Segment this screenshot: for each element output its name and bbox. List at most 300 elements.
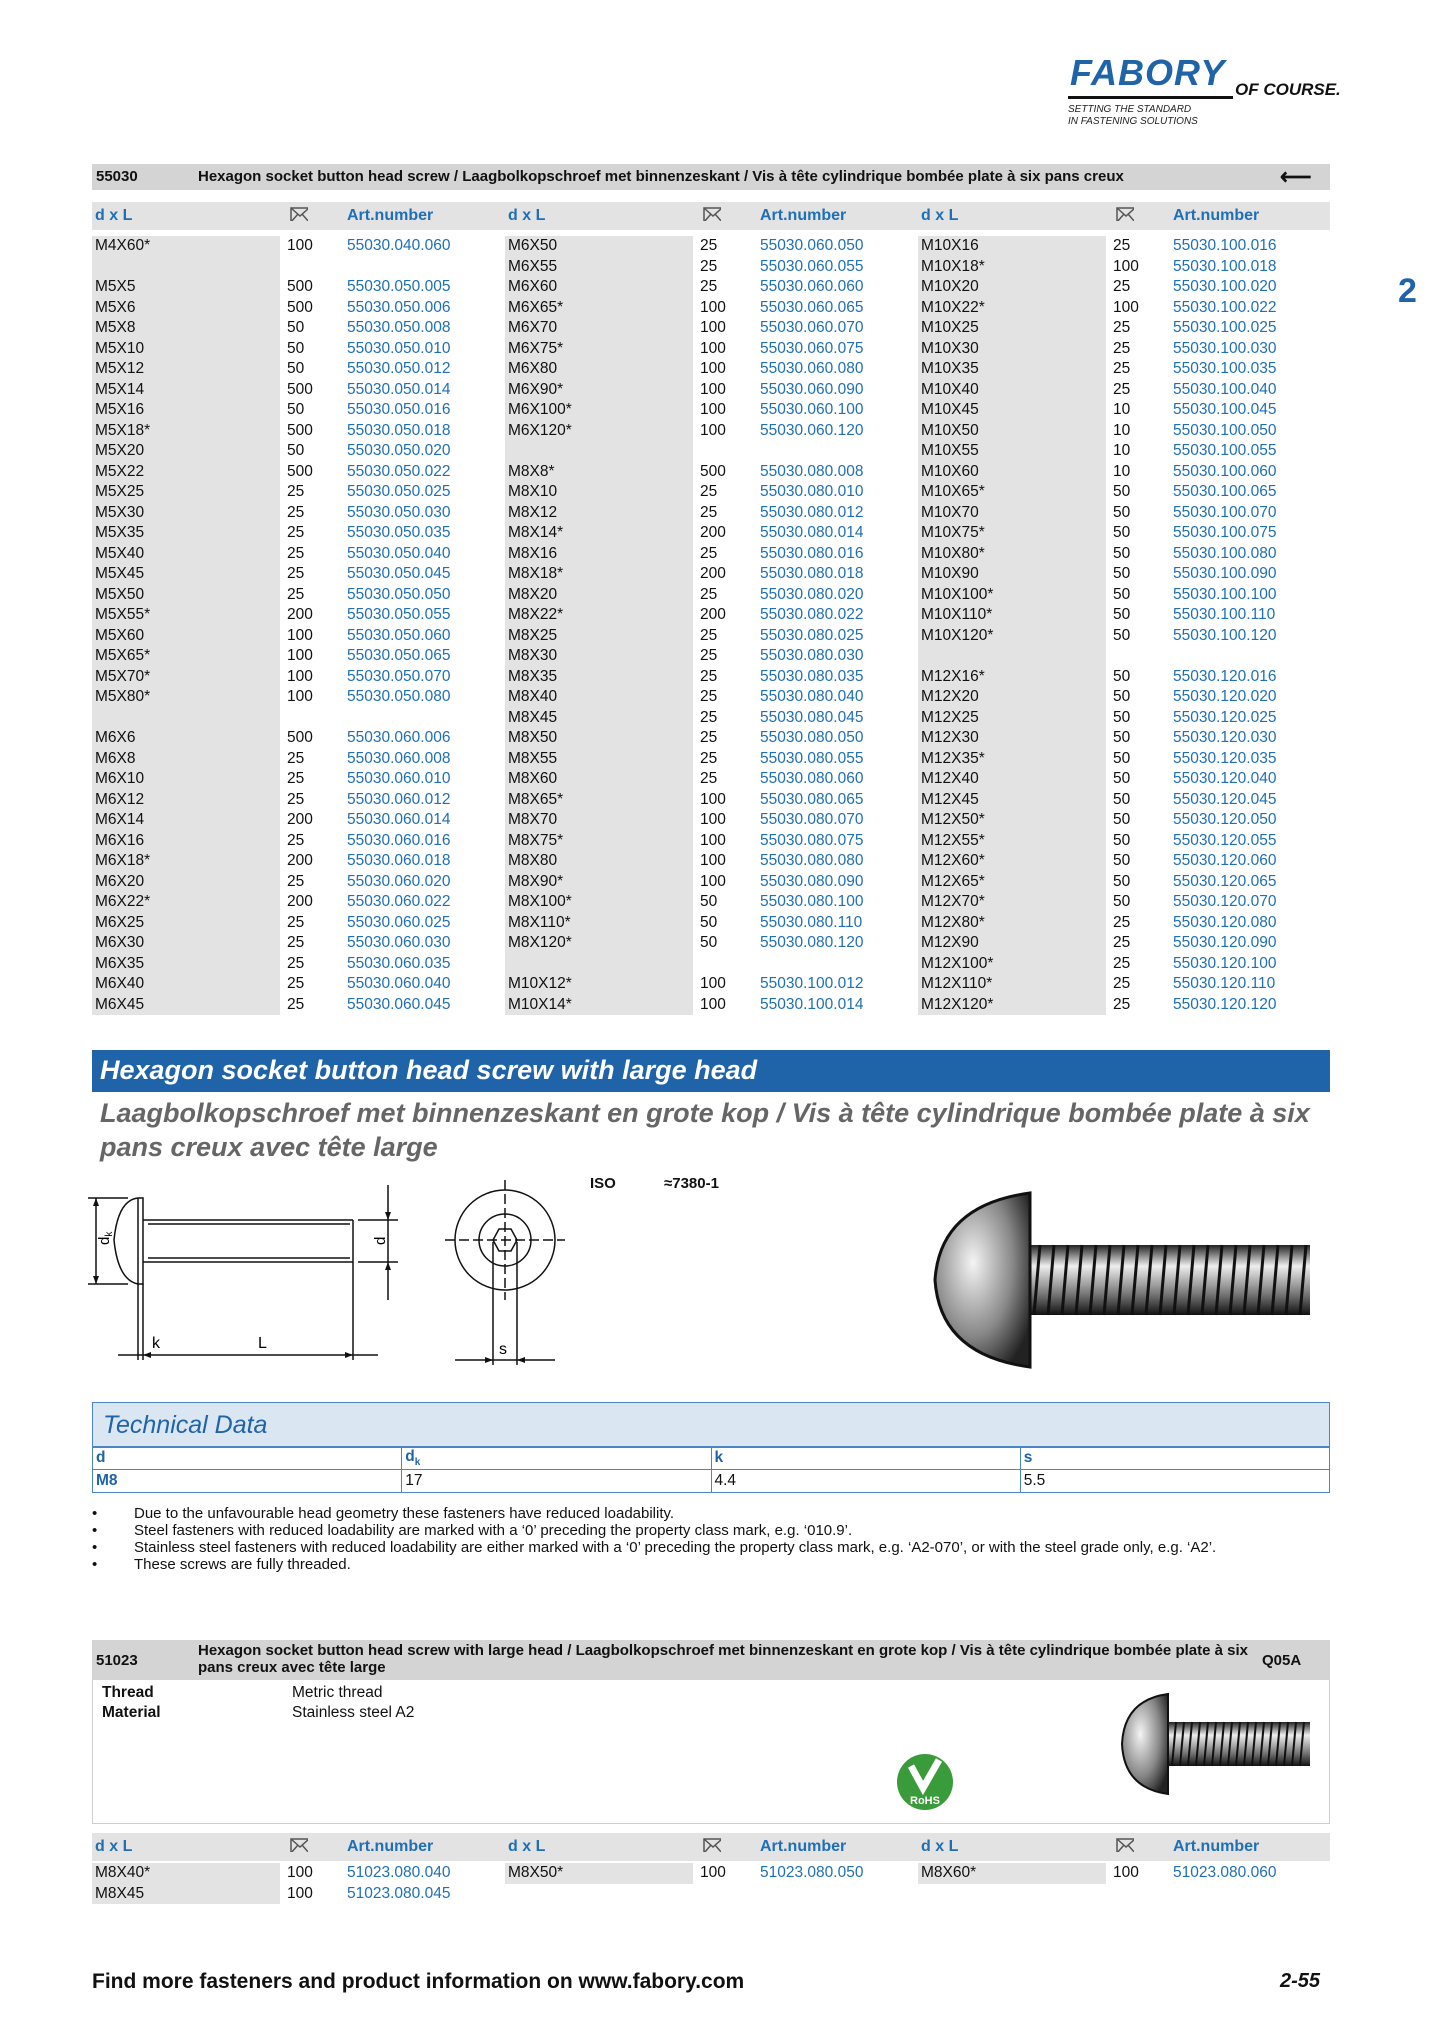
table-row <box>92 257 502 278</box>
table-row <box>92 523 502 544</box>
table-row <box>92 236 502 257</box>
size-cell: M6X50 <box>505 236 693 257</box>
quantity-cell: 500 <box>287 462 313 480</box>
table-row <box>505 462 915 483</box>
article-number-link[interactable]: 55030.080.014 <box>760 524 864 541</box>
table-row <box>92 1863 502 1884</box>
quantity-cell: 25 <box>700 667 718 685</box>
attr-key-thread: Thread <box>102 1684 154 1701</box>
quantity-cell: 25 <box>287 975 305 992</box>
header-art-number: Art.number <box>1173 207 1260 224</box>
article-number-link[interactable]: 55030.080.060 <box>760 770 864 787</box>
technical-data-title <box>92 1402 1330 1448</box>
size-cell: M12X100* <box>918 954 1106 975</box>
article-number-link[interactable]: 55030.050.016 <box>347 401 451 418</box>
size-cell: M8X40 <box>505 687 693 708</box>
article-number-link[interactable]: 55030.100.045 <box>1173 401 1277 418</box>
table-row <box>92 974 502 995</box>
article-number-link[interactable]: 55030.060.008 <box>347 749 451 767</box>
article-number-link[interactable]: 55030.120.080 <box>1173 913 1277 931</box>
table-row <box>92 298 502 319</box>
quantity-cell: 100 <box>700 380 726 398</box>
package-quantity-icon <box>290 1838 308 1852</box>
quantity-cell: 25 <box>700 749 718 767</box>
article-number-link[interactable]: 55030.120.100 <box>1173 954 1277 972</box>
article-number-link[interactable]: 55030.080.100 <box>760 893 864 910</box>
article-number-link[interactable]: 55030.050.070 <box>347 667 451 685</box>
table-row <box>505 831 915 852</box>
size-cell: M6X120* <box>505 421 693 442</box>
article-number-link[interactable]: 55030.080.010 <box>760 483 864 500</box>
value-dk: 17 <box>402 1470 711 1493</box>
article-number-link[interactable]: 55030.050.055 <box>347 606 451 623</box>
attr-key-material: Material <box>102 1704 161 1721</box>
article-number-link[interactable]: 55030.120.040 <box>1173 770 1277 787</box>
article-number-link[interactable]: 55030.100.035 <box>1173 360 1277 377</box>
size-cell: M6X60 <box>505 277 693 298</box>
quantity-cell: 100 <box>700 995 726 1013</box>
table-row <box>505 441 915 462</box>
article-number-link[interactable]: 55030.100.055 <box>1173 442 1277 459</box>
article-number-link[interactable]: 55030.050.005 <box>347 278 451 295</box>
article-number-link[interactable]: 55030.060.100 <box>760 401 864 418</box>
article-number-link[interactable]: 55030.120.030 <box>1173 729 1277 746</box>
quantity-cell: 50 <box>1113 708 1131 726</box>
article-number-link[interactable]: 55030.060.014 <box>347 811 451 828</box>
size-cell: M12X45 <box>918 790 1106 811</box>
table-row <box>505 400 915 421</box>
size-cell: M10X120* <box>918 626 1106 647</box>
article-number-link[interactable]: 55030.120.070 <box>1173 893 1277 910</box>
article-number-link[interactable]: 55030.120.016 <box>1173 667 1277 685</box>
article-number-link[interactable]: 55030.050.010 <box>347 339 451 357</box>
quantity-cell: 50 <box>1113 667 1131 685</box>
article-number-link[interactable]: 55030.060.010 <box>347 770 451 787</box>
quantity-cell: 25 <box>1113 278 1131 295</box>
article-number-link[interactable]: 55030.100.030 <box>1173 339 1277 357</box>
size-cell: M12X55* <box>918 831 1106 852</box>
article-number-link[interactable]: 55030.120.110 <box>1173 975 1276 992</box>
table-row <box>92 277 502 298</box>
technical-data-heading: Technical Data <box>103 1411 268 1439</box>
article-number-link[interactable]: 55030.060.018 <box>347 852 451 869</box>
table-row <box>505 318 915 339</box>
article-number-link[interactable]: 55030.060.070 <box>760 319 864 336</box>
size-cell: M10X100* <box>918 585 1106 606</box>
table-row <box>505 728 915 749</box>
size-cell: M8X45 <box>505 708 693 729</box>
table-row <box>92 933 502 954</box>
article-number-link[interactable]: 55030.120.065 <box>1173 872 1277 890</box>
table-row <box>918 318 1328 339</box>
article-number-link[interactable]: 55030.050.006 <box>347 298 451 316</box>
article-number-link[interactable]: 55030.100.022 <box>1173 298 1277 316</box>
quantity-cell: 25 <box>287 872 305 890</box>
table-row <box>918 995 1328 1016</box>
table-row <box>505 790 915 811</box>
quantity-cell: 25 <box>1113 339 1131 357</box>
article-number-link[interactable]: 55030.050.050 <box>347 585 451 603</box>
size-cell: M5X60 <box>92 626 280 647</box>
article-number-link[interactable]: 55030.080.090 <box>760 872 864 890</box>
section-header-51023 <box>92 1640 1330 1680</box>
article-number-link[interactable]: 55030.050.030 <box>347 503 451 521</box>
article-number-link[interactable]: 55030.060.060 <box>760 278 864 295</box>
quantity-cell: 25 <box>700 503 718 521</box>
iso-value: ≈7380-1 <box>664 1175 719 1192</box>
article-number-link[interactable]: 55030.080.018 <box>760 565 864 582</box>
article-number-link[interactable]: 55030.100.060 <box>1173 462 1277 480</box>
size-cell: M10X25 <box>918 318 1106 339</box>
article-number-link[interactable]: 55030.120.035 <box>1173 749 1277 767</box>
header-art-number: Art.number <box>347 1838 434 1855</box>
size-cell: M5X25 <box>92 482 280 503</box>
quantity-cell: 25 <box>700 544 718 562</box>
article-number-link[interactable]: 55030.080.020 <box>760 585 864 603</box>
article-number-link[interactable]: 55030.080.045 <box>760 708 864 726</box>
table-row <box>918 790 1328 811</box>
table-row <box>92 380 502 401</box>
article-number-link[interactable]: 55030.100.012 <box>760 975 864 992</box>
table-row <box>918 257 1328 278</box>
header-s: s <box>1020 1447 1329 1470</box>
back-arrow-icon[interactable]: ⟵ <box>1280 164 1312 189</box>
size-cell: M5X16 <box>92 400 280 421</box>
quantity-cell: 100 <box>700 421 726 439</box>
quantity-cell: 50 <box>1113 626 1131 644</box>
size-cell: M10X40 <box>918 380 1106 401</box>
article-number-link[interactable]: 55030.080.025 <box>760 626 864 644</box>
table-row <box>92 339 502 360</box>
quantity-cell: 200 <box>287 811 313 828</box>
article-number-link[interactable]: 55030.050.080 <box>347 688 451 705</box>
size-cell: M8X8* <box>505 462 693 483</box>
quantity-cell: 25 <box>287 995 305 1013</box>
article-number-link[interactable]: 55030.080.030 <box>760 647 864 664</box>
article-number-link[interactable]: 55030.080.008 <box>760 462 864 480</box>
quantity-cell: 25 <box>700 770 718 787</box>
size-cell: M10X110* <box>918 605 1106 626</box>
size-cell: M10X50 <box>918 421 1106 442</box>
quantity-cell: 50 <box>1113 770 1131 787</box>
size-cell: M12X110* <box>918 974 1106 995</box>
article-number-link[interactable]: 55030.080.075 <box>760 831 864 849</box>
article-number-link[interactable]: 55030.060.075 <box>760 339 864 357</box>
article-number-link[interactable]: 55030.080.065 <box>760 790 864 808</box>
quantity-cell: 100 <box>700 811 726 828</box>
size-cell: M8X50 <box>505 728 693 749</box>
quantity-cell: 100 <box>700 831 726 849</box>
table-row <box>505 1863 915 1884</box>
quantity-cell: 100 <box>287 237 313 254</box>
size-cell: M5X6 <box>92 298 280 319</box>
article-number-link[interactable]: 55030.120.060 <box>1173 852 1277 869</box>
table-row <box>92 995 502 1016</box>
table-row <box>918 933 1328 954</box>
table-row <box>505 359 915 380</box>
article-number-link[interactable]: 55030.120.120 <box>1173 995 1277 1013</box>
size-cell: M10X60 <box>918 462 1106 483</box>
size-cell: M12X20 <box>918 687 1106 708</box>
quantity-cell: 25 <box>287 503 305 521</box>
table-row <box>505 667 915 688</box>
quantity-cell: 500 <box>700 462 726 480</box>
quantity-cell: 50 <box>1113 831 1131 849</box>
article-number-link[interactable]: 55030.080.080 <box>760 852 864 869</box>
article-code: 55030 <box>96 168 138 185</box>
size-cell: M6X6 <box>92 728 280 749</box>
size-cell: M10X65* <box>918 482 1106 503</box>
article-number-link[interactable]: 55030.080.070 <box>760 811 864 828</box>
quantity-cell: 100 <box>1113 1864 1139 1881</box>
article-number-link[interactable]: 55030.060.120 <box>760 421 864 439</box>
article-number-link[interactable]: 55030.060.030 <box>347 934 451 951</box>
article-number-link[interactable]: 51023.080.045 <box>347 1884 451 1902</box>
article-number-link[interactable]: 55030.120.025 <box>1173 708 1277 726</box>
footer-text: Find more fasteners and product information on www.fabory.com <box>92 1970 745 1993</box>
article-number-link[interactable]: 55030.120.050 <box>1173 811 1277 828</box>
table-row <box>92 749 502 770</box>
attr-value-thread: Metric thread <box>292 1684 383 1701</box>
size-cell: M8X30 <box>505 646 693 667</box>
article-number-link[interactable]: 55030.120.020 <box>1173 688 1277 705</box>
article-number-link[interactable]: 55030.100.050 <box>1173 421 1277 439</box>
header-k: k <box>711 1447 1020 1470</box>
quantity-cell: 50 <box>287 360 305 377</box>
article-number-link[interactable]: 55030.080.012 <box>760 503 864 521</box>
article-number-link[interactable]: 55030.100.100 <box>1173 585 1277 603</box>
article-number-link[interactable]: 55030.050.025 <box>347 483 451 500</box>
quantity-cell: 200 <box>287 606 313 623</box>
article-number-link[interactable]: 55030.060.045 <box>347 995 451 1013</box>
quantity-cell: 50 <box>1113 565 1131 582</box>
tagline-line-1: SETTING THE STANDARD <box>1068 104 1192 115</box>
table-row <box>92 810 502 831</box>
s-label: s <box>499 1341 507 1358</box>
size-cell: M8X16 <box>505 544 693 565</box>
article-number-link[interactable]: 55030.050.035 <box>347 524 451 541</box>
size-cell: M8X22* <box>505 605 693 626</box>
quantity-cell: 50 <box>287 339 305 357</box>
article-number-link[interactable]: 51023.080.050 <box>760 1864 864 1881</box>
table-row <box>92 708 502 729</box>
size-cell: M8X55 <box>505 749 693 770</box>
quantity-cell: 25 <box>700 257 718 275</box>
article-number-link[interactable]: 55030.040.060 <box>347 237 451 254</box>
package-quantity-icon <box>1116 207 1134 221</box>
article-number-link[interactable]: 55030.060.035 <box>347 954 451 972</box>
article-number-link[interactable]: 55030.100.018 <box>1173 257 1277 275</box>
size-cell: M10X90 <box>918 564 1106 585</box>
size-cell: M6X14 <box>92 810 280 831</box>
size-cell: M6X16 <box>92 831 280 852</box>
article-number-link[interactable]: 55030.080.110 <box>760 913 863 931</box>
size-cell: M10X30 <box>918 339 1106 360</box>
product-subtitle: Laagbolkopschroef met binnenzeskant en grote kop / Vis à tête cylindrique bombée plate à six pans creux avec tête large <box>100 1098 1310 1162</box>
quantity-cell: 10 <box>1113 462 1131 480</box>
article-number-link[interactable]: 55030.060.025 <box>347 913 451 931</box>
size-cell: M6X35 <box>92 954 280 975</box>
article-number-link[interactable]: 55030.080.035 <box>760 667 864 685</box>
package-quantity-icon <box>703 1838 721 1852</box>
article-number-link[interactable]: 55030.050.040 <box>347 544 451 562</box>
quality-code: Q05A <box>1262 1652 1302 1669</box>
table-row <box>505 913 915 934</box>
article-number-link[interactable]: 55030.050.008 <box>347 319 451 336</box>
table-row <box>92 769 502 790</box>
table-row <box>918 503 1328 524</box>
quantity-cell: 100 <box>700 401 726 418</box>
article-number-link[interactable]: 55030.050.020 <box>347 442 451 459</box>
table-row <box>918 380 1328 401</box>
table-row <box>505 421 915 442</box>
quantity-cell: 100 <box>700 298 726 316</box>
article-number-link[interactable]: 55030.080.016 <box>760 544 864 562</box>
size-cell: M8X18* <box>505 564 693 585</box>
size-cell: M6X30 <box>92 933 280 954</box>
table-row <box>918 913 1328 934</box>
table-row <box>505 503 915 524</box>
article-number-link[interactable]: 55030.120.090 <box>1173 934 1277 951</box>
article-number-link[interactable]: 55030.060.050 <box>760 237 864 254</box>
table-row <box>505 872 915 893</box>
article-number-link[interactable]: 55030.080.055 <box>760 749 864 767</box>
quantity-cell: 100 <box>287 688 313 705</box>
article-number-link[interactable]: 55030.060.020 <box>347 872 451 890</box>
size-cell: M10X45 <box>918 400 1106 421</box>
size-cell: M8X10 <box>505 482 693 503</box>
article-number-link[interactable]: 55030.060.065 <box>760 298 864 316</box>
article-number-link[interactable]: 55030.050.018 <box>347 421 451 439</box>
table-row <box>918 749 1328 770</box>
article-number-link[interactable]: 55030.060.040 <box>347 975 451 992</box>
package-quantity-icon <box>290 207 308 221</box>
note-item: • Steel fasteners with reduced loadability are marked with a ‘0’ preceding the property class mark, e.g. ‘010.9’. <box>92 1522 1332 1539</box>
article-number-link[interactable]: 55030.100.080 <box>1173 544 1277 562</box>
article-number-link[interactable]: 55030.100.075 <box>1173 524 1277 541</box>
header-dxl: d x L <box>921 207 959 224</box>
quantity-cell: 50 <box>1113 503 1131 521</box>
quantity-cell: 25 <box>287 831 305 849</box>
article-number-link[interactable]: 55030.100.070 <box>1173 503 1277 521</box>
top-view-drawing <box>445 1180 575 1375</box>
article-number-link[interactable]: 55030.100.040 <box>1173 380 1277 398</box>
quantity-cell: 25 <box>700 688 718 705</box>
article-number-link[interactable]: 55030.100.014 <box>760 995 864 1013</box>
column-header-row <box>92 202 1330 230</box>
article-number-link[interactable]: 55030.060.006 <box>347 729 451 746</box>
quantity-cell: 25 <box>1113 380 1131 398</box>
table-row <box>505 605 915 626</box>
quantity-cell: 50 <box>1113 544 1131 562</box>
article-number-link[interactable]: 55030.100.065 <box>1173 483 1277 500</box>
logo-underline <box>1068 96 1233 99</box>
article-number-link[interactable]: 55030.050.065 <box>347 647 451 664</box>
article-number-link[interactable]: 55030.080.040 <box>760 688 864 705</box>
table-row <box>505 810 915 831</box>
size-cell: M6X22* <box>92 892 280 913</box>
article-number-link[interactable]: 55030.100.090 <box>1173 565 1277 582</box>
value-s: 5.5 <box>1020 1470 1329 1493</box>
article-number-link[interactable]: 55030.100.020 <box>1173 278 1277 295</box>
article-number-link[interactable]: 55030.080.050 <box>760 729 864 746</box>
table-row <box>918 277 1328 298</box>
article-number-link[interactable]: 55030.060.016 <box>347 831 451 849</box>
article-number-link[interactable]: 55030.050.014 <box>347 380 451 398</box>
quantity-cell: 50 <box>1113 852 1131 869</box>
article-number-link[interactable]: 55030.060.080 <box>760 360 864 377</box>
article-number-link[interactable]: 55030.080.120 <box>760 934 864 951</box>
article-number-link[interactable]: 55030.100.025 <box>1173 319 1277 336</box>
table-row <box>505 298 915 319</box>
quantity-cell: 25 <box>287 585 305 603</box>
quantity-cell: 100 <box>700 790 726 808</box>
size-cell: M8X60 <box>505 769 693 790</box>
size-cell: M6X75* <box>505 339 693 360</box>
article-number-link[interactable]: 51023.080.040 <box>347 1864 451 1881</box>
size-cell: M8X12 <box>505 503 693 524</box>
article-number-link[interactable]: 55030.060.090 <box>760 380 864 398</box>
header-art-number: Art.number <box>760 207 847 224</box>
article-number-link[interactable]: 55030.120.055 <box>1173 831 1277 849</box>
article-number-link[interactable]: 51023.080.060 <box>1173 1864 1277 1881</box>
article-number-link[interactable]: 55030.060.055 <box>760 257 864 275</box>
article-number-link[interactable]: 55030.050.012 <box>347 360 451 377</box>
article-number-link[interactable]: 55030.100.016 <box>1173 237 1277 254</box>
header-dk: $d_k$ <box>402 1447 711 1470</box>
table-row <box>92 605 502 626</box>
fabory-logo <box>1060 52 1350 132</box>
size-cell: M8X14* <box>505 523 693 544</box>
article-number-link[interactable]: 55030.050.045 <box>347 565 451 582</box>
size-cell: M12X50* <box>918 810 1106 831</box>
quantity-cell: 500 <box>287 380 313 398</box>
table-row <box>918 585 1328 606</box>
note-item: • These screws are fully threaded. <box>92 1556 1332 1573</box>
chapter-number: 2 <box>1398 272 1417 310</box>
attr-value-material: Stainless steel A2 <box>292 1704 415 1721</box>
article-number-link[interactable]: 55030.100.120 <box>1173 626 1277 644</box>
table-row <box>505 995 915 1016</box>
quantity-cell: 25 <box>287 913 305 931</box>
table-row <box>92 831 502 852</box>
size-cell: M12X80* <box>918 913 1106 934</box>
size-cell: M5X10 <box>92 339 280 360</box>
quantity-cell: 25 <box>287 934 305 951</box>
quantity-cell: 25 <box>1113 237 1131 254</box>
size-cell: M5X12 <box>92 359 280 380</box>
quantity-cell: 100 <box>287 1884 313 1902</box>
table-row <box>92 564 502 585</box>
page-number: 2-55 <box>1280 1970 1321 1992</box>
article-number-link[interactable]: 55030.050.022 <box>347 462 451 480</box>
quantity-cell: 25 <box>700 708 718 726</box>
article-number-link[interactable]: 55030.080.022 <box>760 606 864 623</box>
quantity-cell: 100 <box>700 339 726 357</box>
table-row <box>918 728 1328 749</box>
article-number-link[interactable]: 55030.120.045 <box>1173 790 1277 808</box>
size-cell: M5X18* <box>92 421 280 442</box>
size-cell: M5X22 <box>92 462 280 483</box>
table-row <box>918 872 1328 893</box>
article-number-link[interactable]: 55030.050.060 <box>347 626 451 644</box>
note-item: • Due to the unfavourable head geometry these fasteners have reduced loadability. <box>92 1505 1332 1522</box>
size-cell: M8X40* <box>92 1863 280 1884</box>
article-number-link[interactable]: 55030.060.012 <box>347 790 451 808</box>
article-number-link[interactable]: 55030.060.022 <box>347 893 451 910</box>
size-cell: M6X45 <box>92 995 280 1016</box>
article-number-link[interactable]: 55030.100.110 <box>1173 606 1276 623</box>
